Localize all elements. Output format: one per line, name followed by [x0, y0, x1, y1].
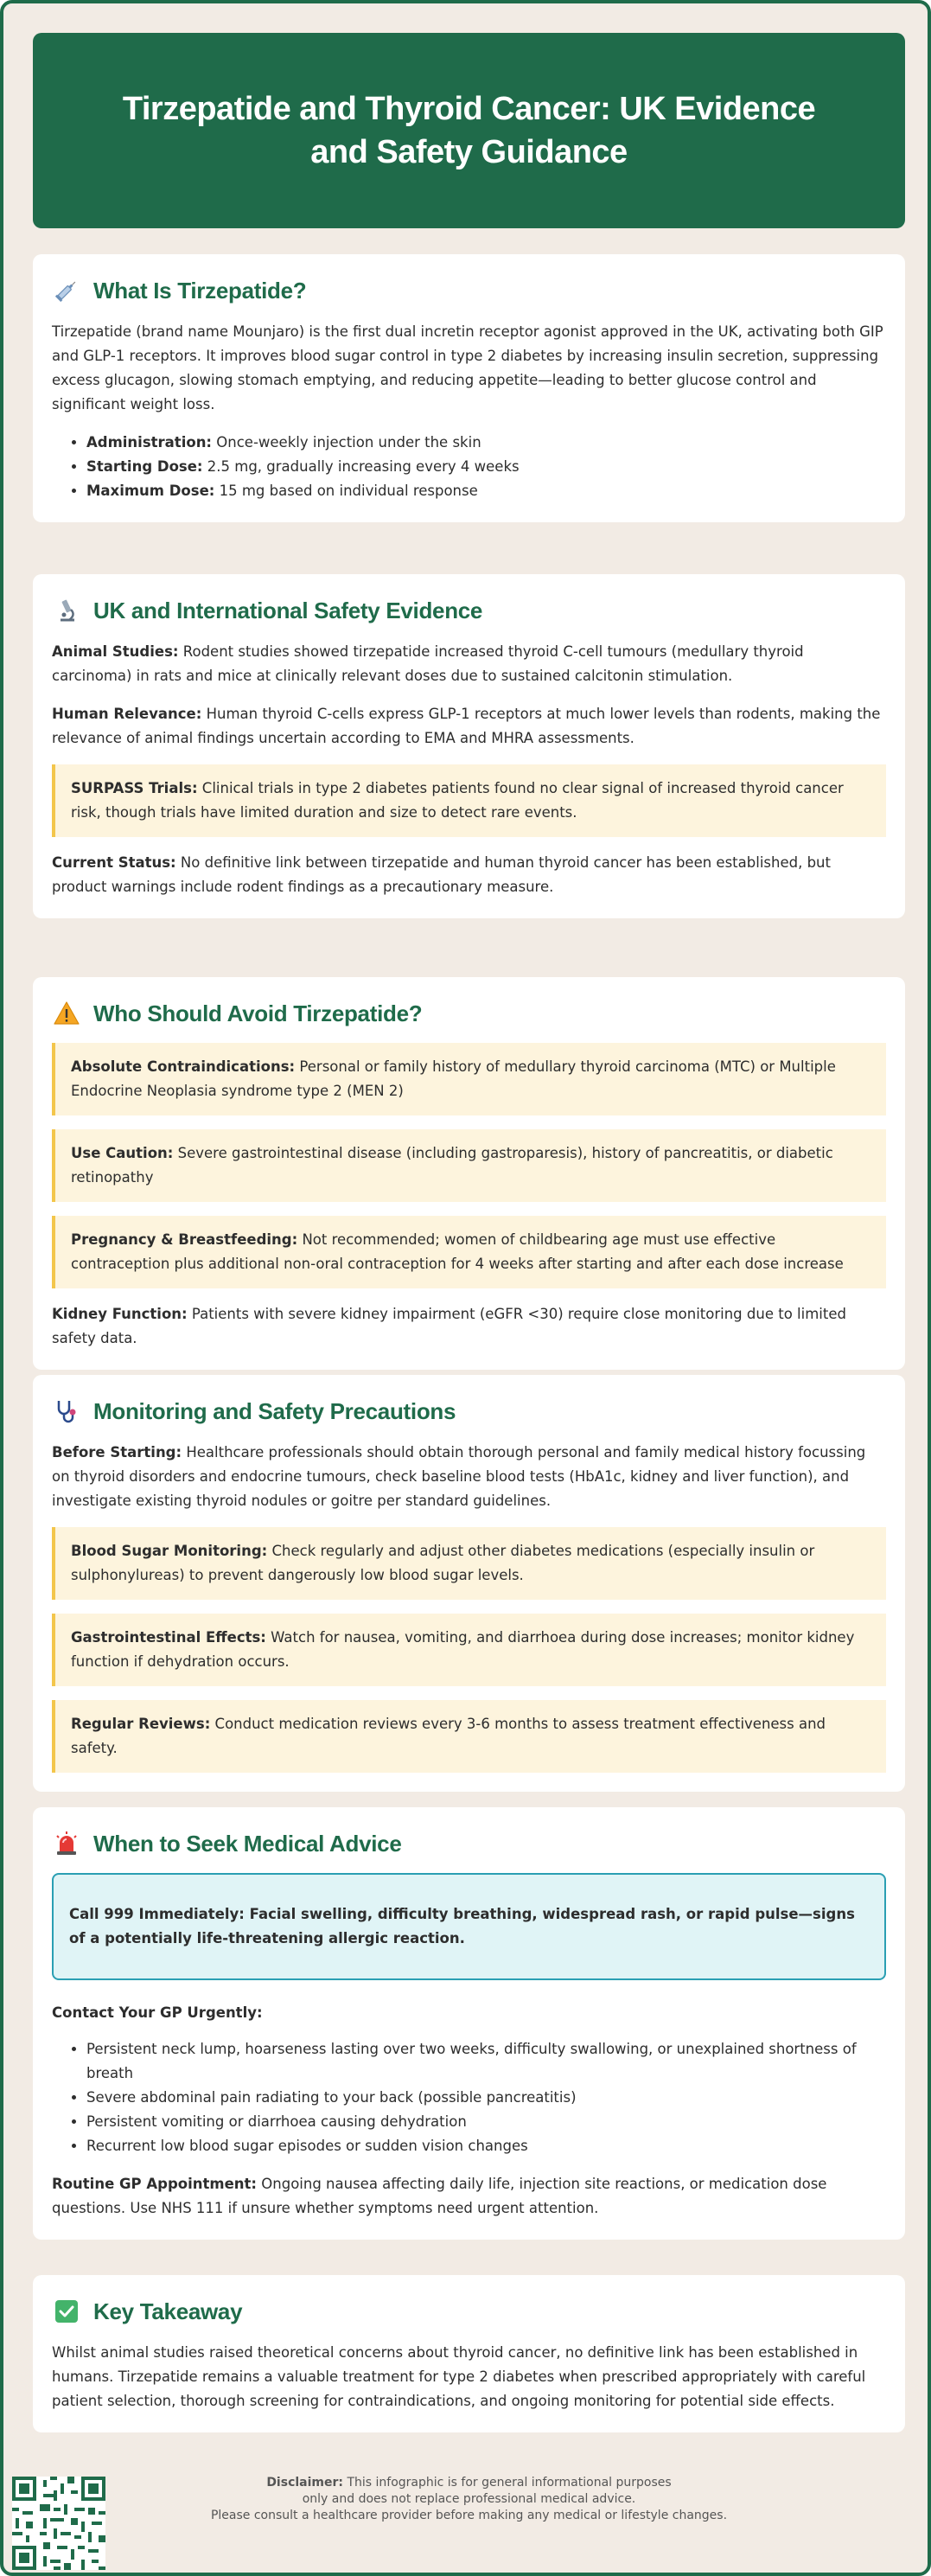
header-banner: [33, 33, 905, 228]
card-header: [52, 1828, 886, 1859]
list-item: • Starting Dose: 2.5 mg, gradually increasing every 4 weeks: [86, 455, 886, 479]
warning-icon: [52, 999, 81, 1028]
intro-text: Tirzepatide (brand name Mounjaro) is the first dual incretin receptor agonist approved in the UK, activating both GIP and GLP-1 receptors. It improves blood sugar control in type 2 diabetes by increasing insulin secretion, suppressing excess glucagon, slowing stomach emptying, and reducing appetite—leading to better glucose control and significant weight loss.: [52, 323, 883, 412]
takeaway-text: Whilst animal studies raised theoretical concerns about thyroid cancer, no definitive link has been established in humans. Tirzepatide remains a valuable treatment for type 2 diabetes when prescribed appropriately with careful patient selection, thorough screening for contraindications, and ongoing monitoring for potential side effects.: [52, 2344, 866, 2409]
before-starting-text: Before Starting: Healthcare professionals should obtain thorough personal and family medical history focussing on thyroid disorders and endocrine tumours, check baseline blood tests (HbA1c, kidney and liver function), and investigate existing thyroid nodules or goitre per standard guidelines.: [52, 1444, 866, 1509]
list-item: • Persistent vomiting or diarrhoea causing dehydration: [86, 2110, 886, 2134]
animal-studies-text: Animal Studies: Rodent studies showed tirzepatide increased thyroid C-cell tumours (medullary thyroid carcinoma) in rats and mice at clinically relevant doses due to sustained calcitonin stimulation.: [52, 643, 804, 684]
card-seek-advice: [33, 1807, 905, 2240]
microscope-icon: [52, 596, 81, 625]
syringe-icon: [52, 276, 81, 305]
list-item: • Recurrent low blood sugar episodes or sudden vision changes: [86, 2134, 886, 2158]
gp-heading: Contact Your GP Urgently:: [52, 2004, 263, 2021]
human-relevance-text: Human Relevance: Human thyroid C-cells express GLP-1 receptors at much lower levels than rodents, making the relevance of animal findings uncertain according to EMA and MHRA assessments.: [52, 706, 881, 746]
card-who-should-avoid: [33, 977, 905, 1370]
gi-effects-callout: Gastrointestinal Effects: Watch for nausea, vomiting, and diarrhoea during dose increases; monitor kidney function if dehydration occurs.: [52, 1614, 886, 1686]
kidney-function-text: Kidney Function: Patients with severe kidney impairment (eGFR <30) require close monitoring due to limited safety data.: [52, 1306, 846, 1346]
page-title: Tirzepatide and Thyroid Cancer: UK Evidence and Safety Guidance: [122, 91, 816, 170]
caution-callout: Use Caution: Severe gastrointestinal disease (including gastroparesis), history of pancreatitis, or diabetic retinopathy: [52, 1129, 886, 1202]
card-header: [52, 275, 886, 306]
stethoscope-icon: [52, 1397, 81, 1426]
dose-list: [86, 431, 886, 503]
regular-reviews-callout: Regular Reviews: Conduct medication reviews every 3-6 months to assess treatment effectiveness and safety.: [52, 1700, 886, 1773]
section-heading: What Is Tirzepatide?: [93, 277, 307, 304]
list-item: • Persistent neck lump, hoarseness lasting over two weeks, difficulty swallowing, or unexplained shortness of breath: [86, 2037, 886, 2086]
disclaimer: Disclaimer: This infographic is for general informational purposes only and does not replace professional medical advice. Please consult a healthcare provider before making any medical or lifestyle changes.: [210, 2476, 728, 2522]
blood-sugar-callout: Blood Sugar Monitoring: Check regularly and adjust other diabetes medications (especially insulin or sulphonylureas) to prevent dangerously low blood sugar levels.: [52, 1527, 886, 1600]
pregnancy-callout: Pregnancy & Breastfeeding: Not recommended; women of childbearing age must use effective contraception plus additional non-oral contraception for 4 weeks after starting and after each dose increase: [52, 1216, 886, 1288]
section-heading: Who Should Avoid Tirzepatide?: [93, 1000, 423, 1026]
section-heading: Key Takeaway: [93, 2298, 243, 2324]
routine-gp-text: Routine GP Appointment: Ongoing nausea affecting daily life, injection site reactions, or medication dose questions. Use NHS 111 if unsure whether symptoms need urgent attention.: [52, 2176, 827, 2216]
card-header: [52, 2296, 886, 2327]
card-what-is: [33, 254, 905, 522]
card-header: [52, 1396, 886, 1427]
gp-symptom-list: [86, 2037, 886, 2158]
card-header: [52, 998, 886, 1029]
siren-icon: [52, 1829, 81, 1858]
section-heading: UK and International Safety Evidence: [93, 597, 483, 623]
card-monitoring: [33, 1375, 905, 1792]
list-item: • Maximum Dose: 15 mg based on individual response: [86, 479, 886, 503]
current-status-text: Current Status: No definitive link between tirzepatide and human thyroid cancer has been established, but product warnings include rodent findings as a precautionary measure.: [52, 854, 831, 895]
check-box-icon: [52, 2297, 81, 2326]
contraindications-callout: Absolute Contraindications: Personal or family history of medullary thyroid carcinoma (MTC) or Multiple Endocrine Neoplasia syndrome type 2 (MEN 2): [52, 1043, 886, 1115]
section-heading: When to Seek Medical Advice: [93, 1830, 402, 1857]
emergency-alert: Call 999 Immediately: Facial swelling, difficulty breathing, widespread rash, or rapid pulse—signs of a potentially life-threatening allergic reaction.: [52, 1873, 886, 1980]
surpass-callout: SURPASS Trials: Clinical trials in type 2 diabetes patients found no clear signal of increased thyroid cancer risk, though trials have limited duration and size to detect rare events.: [52, 764, 886, 837]
card-header: [52, 595, 886, 626]
card-key-takeaway: [33, 2275, 905, 2432]
list-item: • Administration: Once-weekly injection under the skin: [86, 431, 886, 455]
card-safety-evidence: [33, 574, 905, 918]
section-heading: Monitoring and Safety Precautions: [93, 1397, 456, 1424]
list-item: • Severe abdominal pain radiating to your back (possible pancreatitis): [86, 2086, 886, 2110]
